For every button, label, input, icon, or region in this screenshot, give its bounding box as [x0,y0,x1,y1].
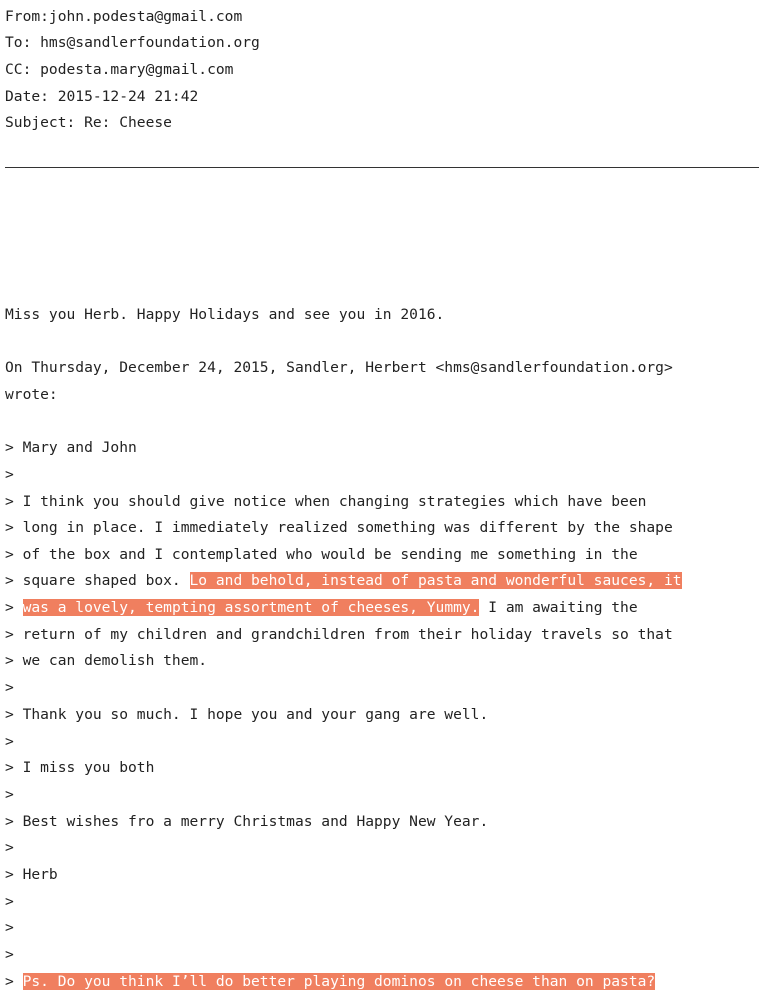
highlighted-text: Ps. Do you think I’ll do better playing dominos on cheese than on pasta? [22,973,656,990]
header-divider [5,167,759,168]
quoted-line: > Herb [5,866,58,883]
quoted-line: > Best wishes fro a merry Christmas and Happy New Year. [5,813,489,830]
quoted-line: > [5,733,14,750]
quoted-line: > I miss you both [5,759,155,776]
quoted-text: > [5,973,23,990]
reply-text: Miss you Herb. Happy Holidays and see you in 2016. [5,306,445,323]
highlighted-text: Lo and behold, instead of pasta and wonderful sauces, it [189,572,682,589]
quoted-line: > long in place. I immediately realized something was different by the shape [5,519,673,536]
quoted-line: > of the box and I contemplated who would be sending me something in the [5,546,638,563]
quoted-text: > [5,599,23,616]
quoted-line: > [5,946,14,963]
quoted-text: > square shaped box. [5,572,190,589]
quoted-line: > [5,786,14,803]
quoted-line: > Thank you so much. I hope you and your gang are well. [5,706,489,723]
quoted-line: > I think you should give notice when changing strategies which have been [5,493,647,510]
quoted-line: > [5,839,14,856]
quoted-line: > return of my children and grandchildren from their holiday travels so that [5,626,673,643]
subject-line: Subject: Re: Cheese [5,114,172,131]
attribution-line-1: On Thursday, December 24, 2015, Sandler, Herbert <hms@sandlerfoundation.org> [5,359,673,376]
date-line: Date: 2015-12-24 21:42 [5,88,199,105]
quoted-line: > [5,466,14,483]
quoted-line: > [5,893,14,910]
quoted-line: > [5,679,14,696]
quoted-line: > [5,919,14,936]
quoted-line [5,972,655,992]
quoted-line [5,598,638,618]
quoted-line: > Mary and John [5,439,137,456]
quoted-line: > we can demolish them. [5,652,208,669]
attribution-line-2: wrote: [5,386,58,403]
quoted-line [5,571,682,591]
to-line: To: hms@sandlerfoundation.org [5,34,260,51]
cc-line: CC: podesta.mary@gmail.com [5,61,234,78]
from-line: From:john.podesta@gmail.com [5,8,243,25]
highlighted-text: was a lovely, tempting assortment of cheeses, Yummy. [22,599,480,616]
quoted-text: I am awaiting the [479,599,638,616]
